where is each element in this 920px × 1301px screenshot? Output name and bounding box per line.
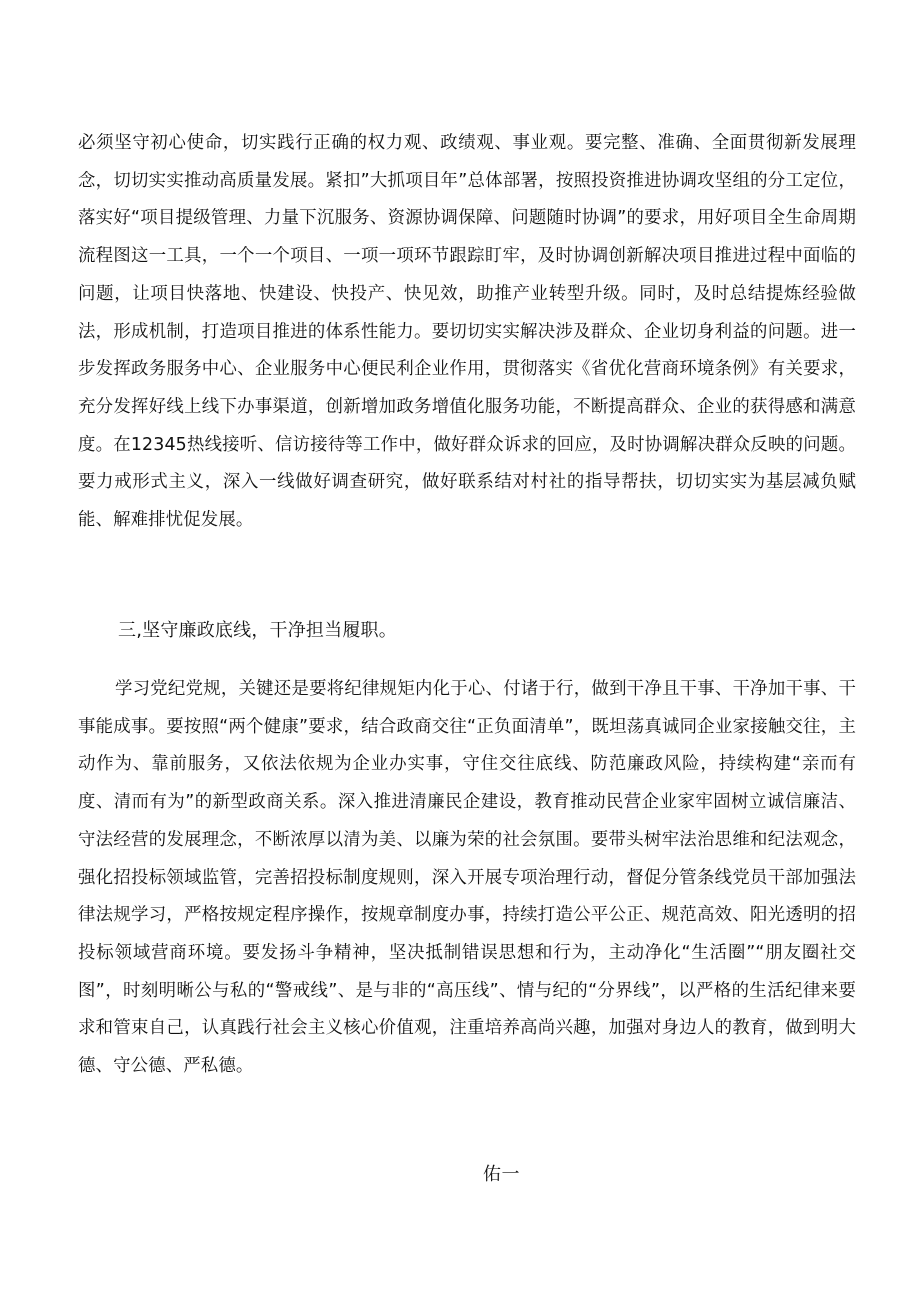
paragraph-initial-mission: 必须坚守初心使命，切实践行正确的权力观、政绩观、事业观。要完整、准确、全面贯彻新发展理念，切切实实推动高质量发展。紧扣”大抓项目年”总体部署，按照投资推进协调攻坚组的分工定位，落实好“项目提级管理、力量下沉服务、资源协调保障、问题随时协调”的要求，用好项目全生命周期流程图这一工具，一个一个项目、一项一项环节跟踪盯牢，及时协调创新解决项目推进过程中面临的问题，让项目快落地、快建设、快投产、快见效，助推产业转型升级。同时，及时总结提炼经验做法，形成机制，打造项目推进的体系性能力。要切切实实解决涉及群众、企业切身利益的问题。进一步发挥政务服务中心、企业服务中心便民利企业作用，贯彻落实《省优化营商环境条例》有关要求，充分发挥好线上线下办事渠道，创新增加政务增值化服务功能，不断提高群众、企业的获得感和满意度。在12345热线接听、信访接待等工作中，做好群众诉求的回应，及时协调解决群众反映的问题。要力戒形式主义，深入一线做好调查研究，做好联系结对村社的指导帮扶，切切实实为基层减负赋能、解难排忧促发展。 xyxy=(78,133,856,531)
footer-mark: 佑一 xyxy=(483,1164,520,1185)
section-heading: 三,坚守廉政底线，干净担当履职。 xyxy=(118,620,397,641)
paragraph-discipline: 学习党纪党规，关键还是要将纪律规矩内化于心、付诸于行，做到干净且干事、干净加干事、干事能成事。要按照“两个健康”要求，结合政商交往“正负面清单”，既坦荡真诚同企业家接触交往，主动作为、靠前服务，又依法依规为企业办实事，守住交往底线、防范廉政风险，持续构建“亲而有度、清而有为”的新型政商关系。深入推进清廉民企建设，教育推动民营企业家牢固树立诚信廉洁、守法经营的发展理念，不断浓厚以清为美、以廉为荣的社会氛围。要带头树牢法治思维和纪法观念，强化招投标领域监管，完善招投标制度规则，深入开展专项治理行动，督促分管条线党员干部加强法律法规学习，严格按规定程序操作，按规章制度办事，持续打造公平公正、规范高效、阳光透明的招投标领域营商环境。要发扬斗争精神，坚决抵制错误思想和行为，主动净化“生活圈”“朋友圈社交图”，时刻明晰公与私的“警戒线”、是与非的“高压线”、情与纪的“分界线”，以严格的生活纪律来要求和管束自己，认真践行社会主义核心价值观，注重培养高尚兴趣，加强对身边人的教育，做到明大德、守公德、严私德。 xyxy=(78,679,856,1077)
